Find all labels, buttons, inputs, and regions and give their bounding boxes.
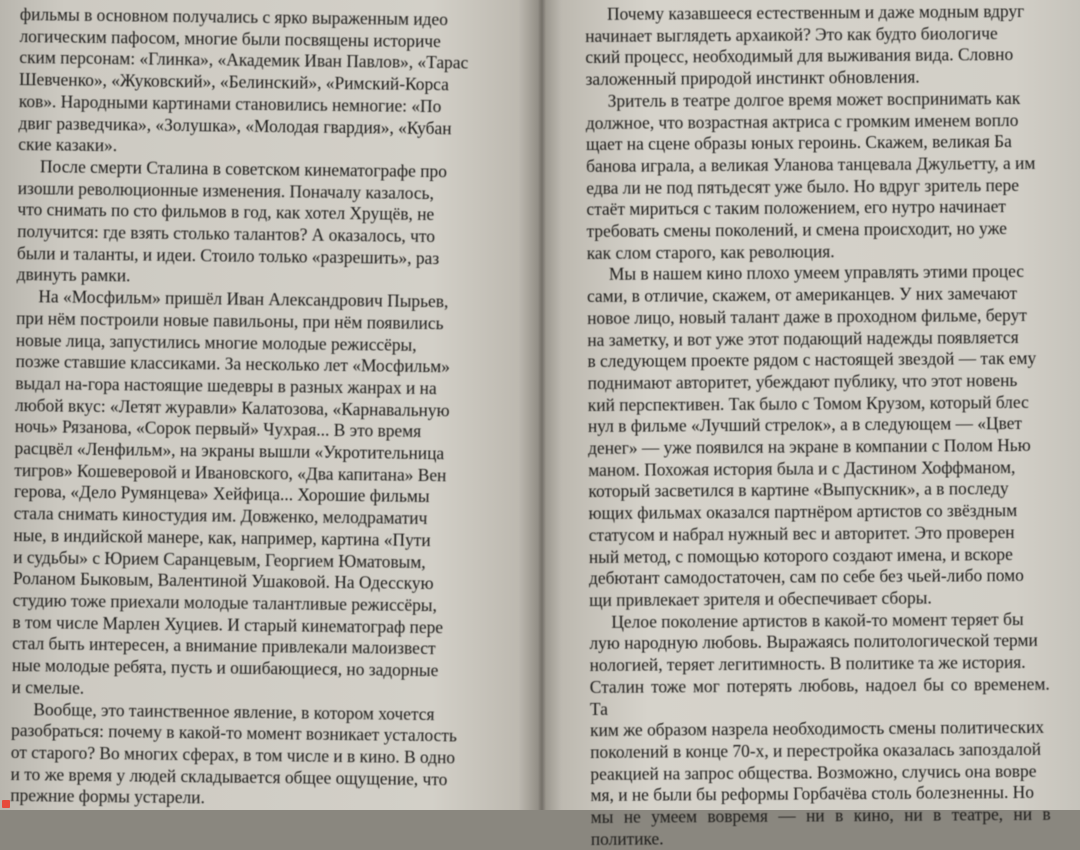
left-paragraph-2: После смерти Сталина в советском кинематографе про изошли революционные изменения. Поначалу казалось, что снимать по сто фильмов в год, как хотел Хрущёв, не получится: где взять столько талантов? А оказалось, что были и таланты, и идеи. Стоило только «разрешить», раз двинуть рамки. <box>16 156 448 286</box>
book-gutter <box>538 0 546 810</box>
right-paragraph-1: Почему казавшееся естественным и даже модным вдруг начинает выглядеть архаикой? Это как будто биологиче ский процесс, необходимый для выживания вида. Словно заложенный природой инстинкт обновления. <box>585 0 1025 90</box>
right-paragraph-3: Мы в нашем кино плохо умеем управлять этими процес сами, в отличие, скажем, от американцев. У них замечают новое лицо, новый талант даже в проходном фильме, берут на заметку, и вот уже этот подающий надежды появляется в следующем проекте рядом с настоящей звездой — так ему поднимают авторитет, убеждают публику, что этот новень кий перспективен. Так было с Томом Крузом, который блес нул в фильме «Лучший стрелок», а в следующем — «Цвет денег» — уже появился на экране в компании с Полом Нью маном. Похожая история была и с Дастином Хоффманом, который засветился в картине «Выпускник», а в последу ющих фильмах оказался партнёром артистов со звёздным статусом и набрал нужный вес и авторитет. Это проверен ный метод, с помощью которого создают имена, и вскоре дебютант самодостаточен, сам по себе без чьей-либо помо щи привлекает зрителя и обеспечивает сборы. <box>586 261 1037 610</box>
corner-mark <box>2 800 10 808</box>
right-page <box>585 0 1051 849</box>
left-paragraph-4: Вообще, это таинственное явление, в котором хочется разобраться: почему в какой-то момент возникает усталость от старого? Во многих сферах, в том числе и в кино. В одно и то же время у людей складывается общее ощущение, что прежние формы устарели. <box>10 698 457 808</box>
left-paragraph-1: фильмы в основном получались с ярко выраженным идео логическим пафосом, многие были посвящены историче ским персонам: «Глинка», «Академик Иван Павлов», «Тарас Шевченко», «Жуковский», «Белинский», «Римский-Корса ков». Народными картинами становились немногие: «По двиг разведчика», «Золушка», «Молодая гвардия», «Кубан ские казаки». <box>18 4 469 156</box>
left-paragraph-3: На «Мосфильм» пришёл Иван Александрович Пырьев, при нём построили новые павильоны, при нём появились новые лица, запустились многие молодые режиссёры, позже ставшие классиками. За несколько лет «Мосфильм» выдал на-гора настоящие шедевры в разных жанрах и на любой вкус: «Летят журавли» Калатозова, «Карнавальную ночь» Рязанова, «Сорок первый» Чухрая... В это время расцвёл «Ленфильм», на экраны вышли «Укротительница тигров» Кошеверовой и Ивановского, «Два капитана» Вен герова, «Дело Румянцева» Хейфица... Хорошие фильмы стала снимать киностудия им. Довженко, мелодраматич ные, в индийской манере, как, например, картина «Пути и судьбы» с Юрием Саранцевым, Георгием Юматовым, Роланом Быковым, Валентиной Ушаковой. На Одесскую студию тоже приехали молодые талантливые режиссёры, в том числе Марлен Хуциев. И старый кинематограф пере стал быть интересен, а внимание привлекали малоизвест ные молодые ребята, пусть и ошибающиеся, но задорные и смелые. <box>11 286 451 698</box>
right-paragraph-4: Целое поколение артистов в какой-то момент теряет бы лую народную любовь. Выражаясь политологической терми нологией, теряет легитимность. В политике та же история. Сталин тоже мог потерять любовь, надоел бы со временем. Та ким же образом назрела необходимость смены политических поколений в конце 70-х, и перестройка оказалась запоздалой реакцией на запрос общества. Возможно, случись она вовре мя, и не были бы реформы Горбачёва столь болезненны. Но мы не умеем вовремя — ни в кино, ни в театре, ни в политике. <box>589 608 1051 849</box>
right-paragraph-2: Зритель в театре долгое время может воспринимать как должное, что возрастная актриса с громким именем вопло щает на сцене образы юных героинь. Скажем, великая Ба банова играла, а великая Уланова танцевала Джульетту, а им едва ли не под пятьдесят уже было. Но вдруг зритель пере стаёт мириться с таким положением, его нутро начинает требовать смены поколений, и смена происходит, но уже как слом старого, как революция. <box>585 87 1036 263</box>
left-page <box>10 4 502 810</box>
